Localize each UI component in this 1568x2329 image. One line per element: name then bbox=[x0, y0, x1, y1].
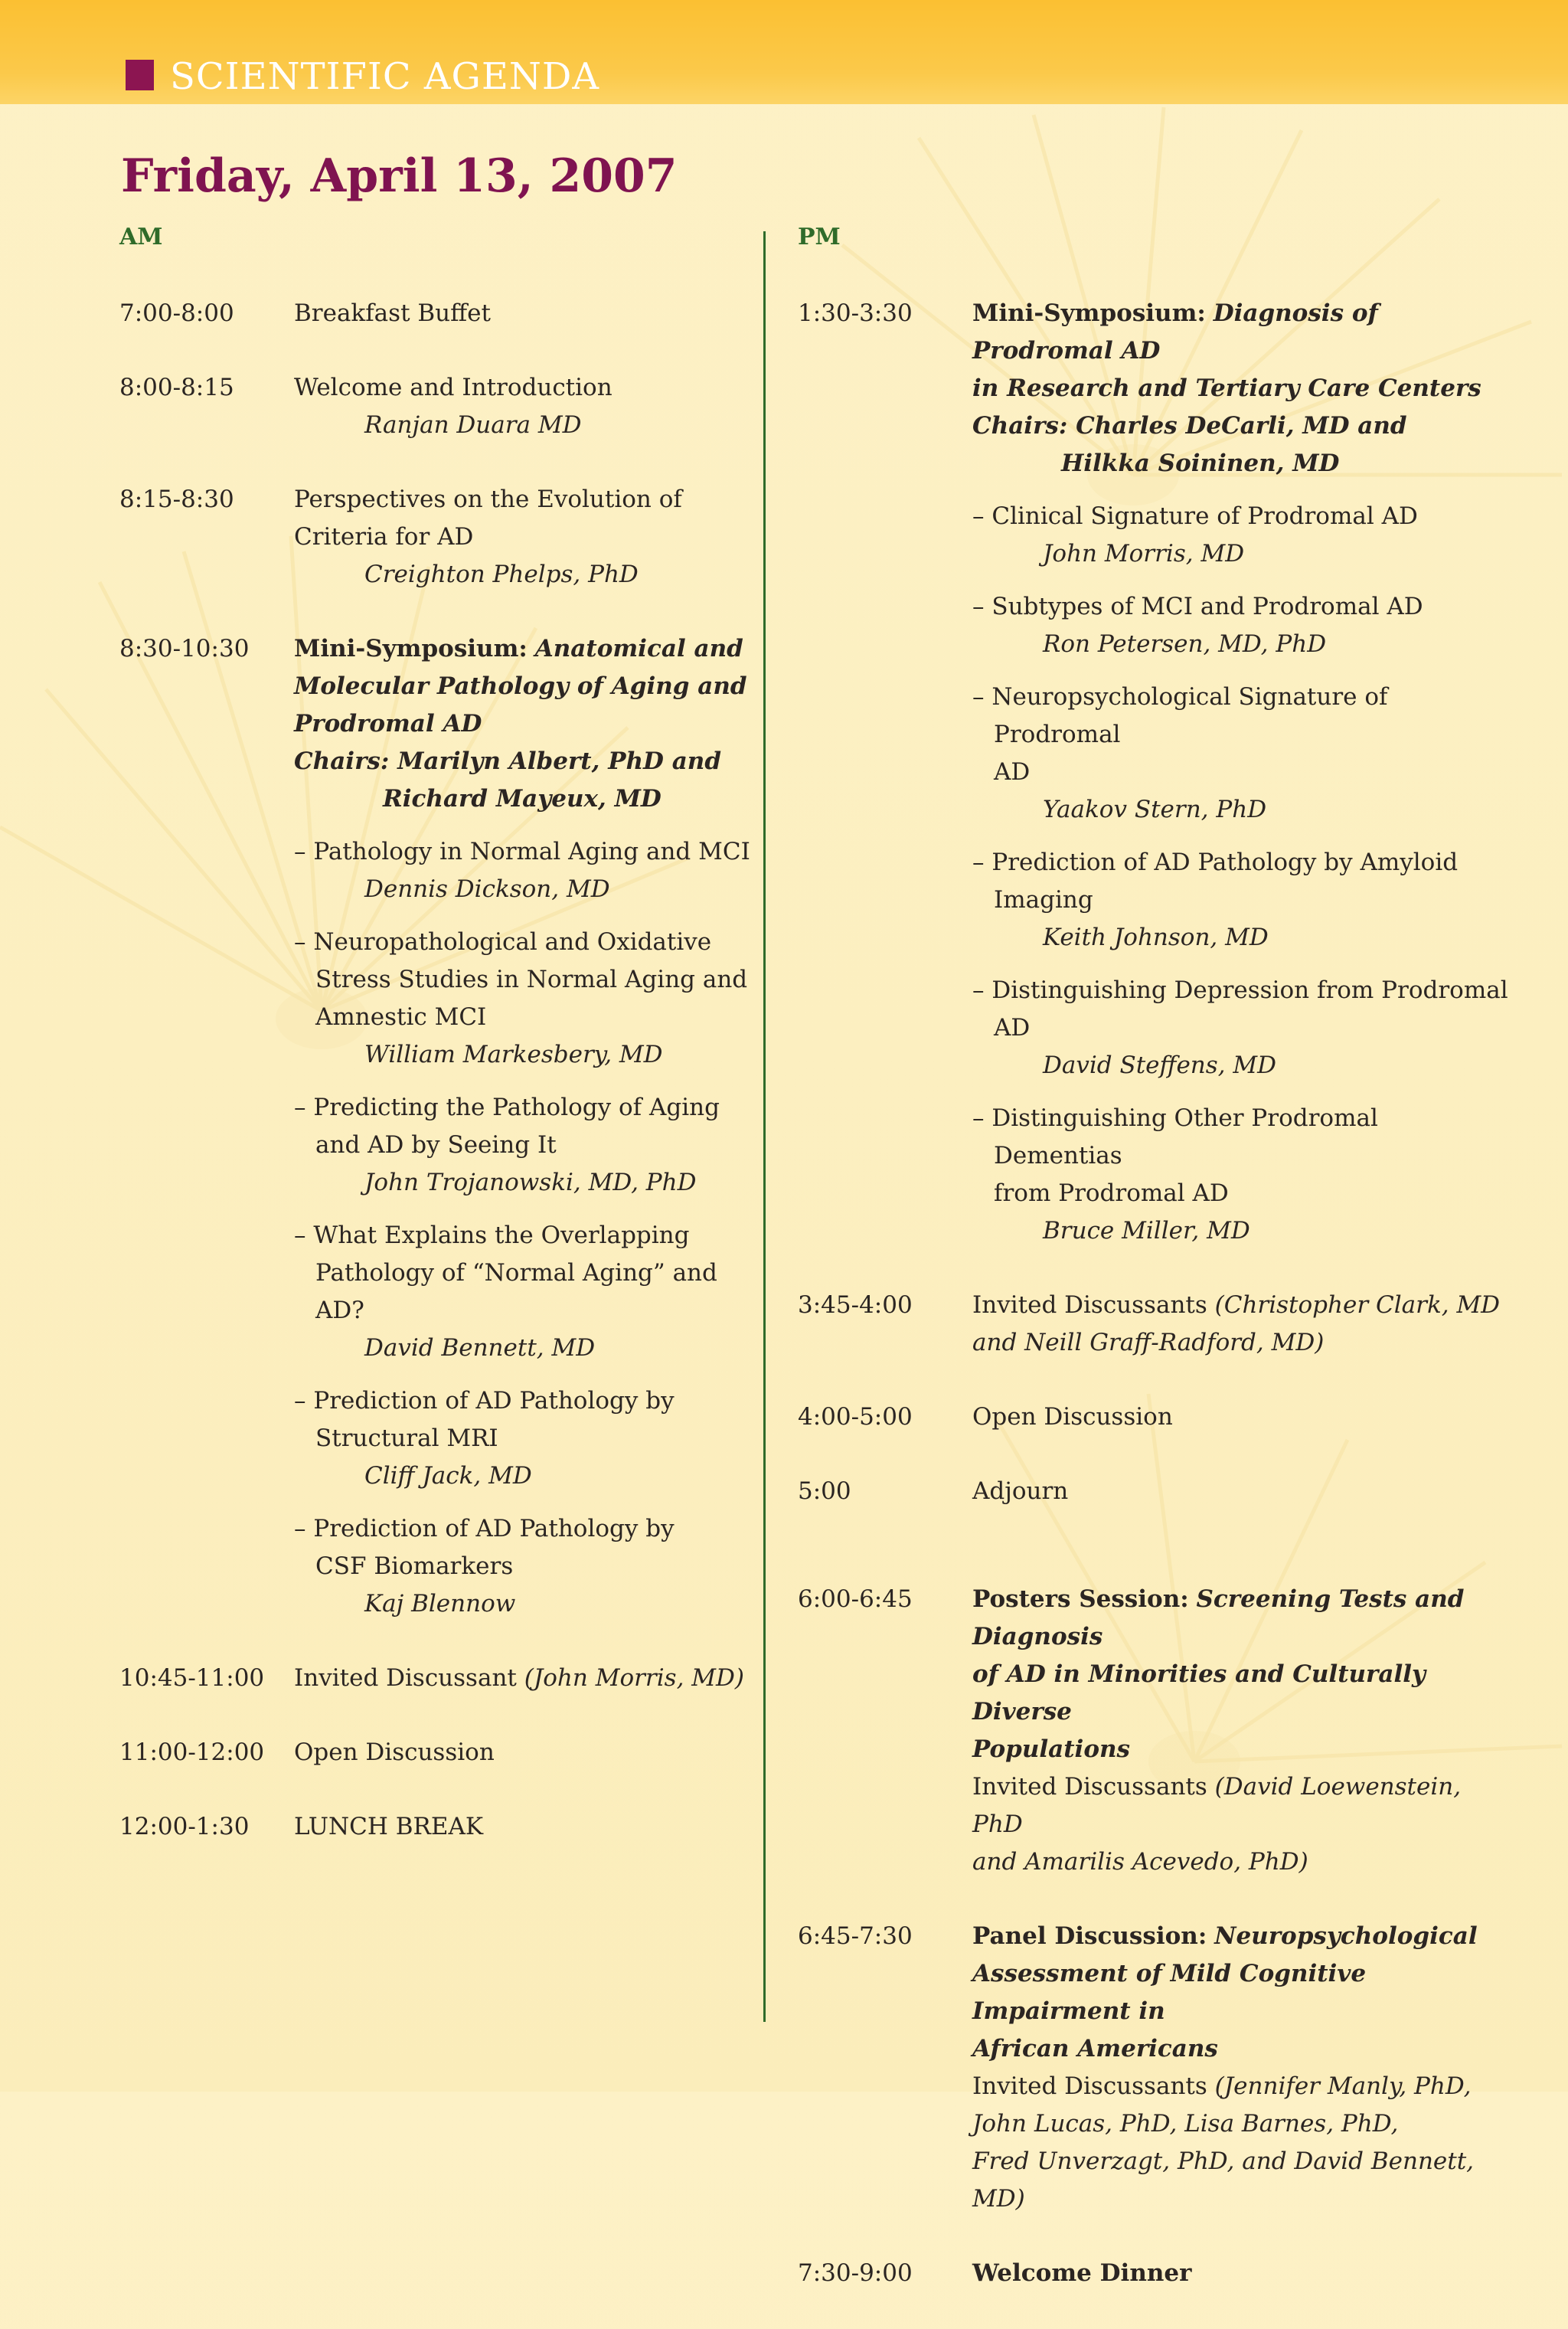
talk-title: – Neuropsychological Signature of Prodromal bbox=[972, 683, 1388, 748]
item-title: Adjourn bbox=[972, 1477, 1069, 1505]
talk-title: Stress Studies in Normal Aging and bbox=[315, 966, 748, 993]
talk-item bbox=[294, 1510, 824, 1623]
session-topic: of AD in Minorities and Culturally Diverse bbox=[972, 1660, 1426, 1725]
session-topic: in Research and Tertiary Care Centers bbox=[972, 375, 1481, 402]
speaker-name: Ranjan Duara MD bbox=[364, 411, 582, 439]
discussants-label: Invited Discussants bbox=[972, 1773, 1207, 1801]
session-topic: Molecular Pathology of Aging and bbox=[294, 672, 747, 700]
time-slot: 7:00-8:00 bbox=[119, 299, 234, 327]
speaker-name: Yaakov Stern, PhD bbox=[1043, 796, 1267, 823]
am-column-heading: AM bbox=[119, 224, 163, 250]
item-title: Welcome Dinner bbox=[972, 2259, 1192, 2287]
session-topic: Screening Tests and Diagnosis bbox=[972, 1585, 1465, 1650]
agenda-item-am-open-discussion bbox=[119, 1734, 824, 1771]
time-slot: 8:30-10:30 bbox=[119, 635, 250, 662]
header-square-bullet bbox=[126, 60, 154, 90]
time-slot: 3:45-4:00 bbox=[798, 1291, 913, 1319]
agenda-item-panel-discussion bbox=[798, 1918, 1510, 2218]
item-title: Welcome and Introduction bbox=[294, 374, 612, 401]
time-slot: 10:45-11:00 bbox=[119, 1664, 265, 1692]
agenda-item-pm-discussants bbox=[798, 1287, 1510, 1362]
session-topic: Assessment of Mild Cognitive Impairment in bbox=[972, 1960, 1367, 2025]
talk-title: Structural MRI bbox=[315, 1425, 498, 1452]
session-type: Mini-Symposium: bbox=[972, 299, 1206, 327]
time-slot: 8:00-8:15 bbox=[119, 374, 234, 401]
agenda-item-am-discussant bbox=[119, 1660, 824, 1697]
talk-item bbox=[972, 1100, 1510, 1250]
talk-title: – Prediction of AD Pathology by Amyloid bbox=[972, 849, 1459, 876]
discussants-label: Invited Discussants bbox=[972, 2072, 1207, 2100]
agenda-date: Friday, April 13, 2007 bbox=[121, 149, 678, 203]
talk-item bbox=[972, 498, 1510, 573]
talk-title: – What Explains the Overlapping bbox=[294, 1222, 690, 1249]
discussant-names: (John Morris, MD) bbox=[524, 1664, 744, 1692]
time-slot: 6:45-7:30 bbox=[798, 1922, 913, 1950]
item-title: Invited Discussants bbox=[972, 1291, 1207, 1319]
talk-title: from Prodromal AD bbox=[994, 1179, 1229, 1207]
speaker-name: Dennis Dickson, MD bbox=[364, 875, 610, 903]
agenda-item-welcome bbox=[119, 369, 824, 444]
item-title: Open Discussion bbox=[972, 1403, 1173, 1431]
agenda-item-welcome-dinner bbox=[798, 2255, 1510, 2292]
time-slot: 1:30-3:30 bbox=[798, 299, 913, 327]
talk-title: – Clinical Signature of Prodromal AD bbox=[972, 502, 1418, 530]
talk-item bbox=[294, 1217, 824, 1367]
item-title: Invited Discussant bbox=[294, 1664, 517, 1692]
talk-title: and AD by Seeing It bbox=[315, 1131, 557, 1159]
speaker-name: Ron Petersen, MD, PhD bbox=[1043, 630, 1327, 658]
discussant-names: and Neill Graff-Radford, MD) bbox=[972, 1329, 1325, 1356]
time-slot: 8:15-8:30 bbox=[119, 486, 234, 513]
session-chairs: Richard Mayeux, MD bbox=[383, 785, 662, 813]
item-title: Open Discussion bbox=[294, 1739, 495, 1766]
discussant-names: (Christopher Clark, MD bbox=[1214, 1291, 1501, 1319]
header-bar bbox=[0, 0, 1568, 104]
discussant-names: (David Loewenstein, PhD bbox=[972, 1773, 1462, 1838]
discussant-names: (Jennifer Manly, PhD, bbox=[1214, 2072, 1472, 2100]
speaker-name: John Morris, MD bbox=[1043, 540, 1245, 568]
time-slot: 4:00-5:00 bbox=[798, 1403, 913, 1431]
agenda-item-breakfast bbox=[119, 295, 824, 332]
talk-title: AD bbox=[994, 758, 1031, 786]
am-column bbox=[119, 295, 824, 1882]
session-topic: Prodromal AD bbox=[294, 710, 482, 738]
talk-item bbox=[972, 972, 1510, 1084]
talk-title: AD? bbox=[315, 1297, 364, 1324]
session-type: Posters Session: bbox=[972, 1585, 1189, 1613]
talk-title: – Neuropathological and Oxidative bbox=[294, 928, 712, 956]
agenda-item-pm-symposium bbox=[798, 295, 1510, 1250]
item-title-line: Perspectives on the Evolution of bbox=[294, 486, 682, 513]
talk-item bbox=[294, 833, 824, 908]
time-slot: 7:30-9:00 bbox=[798, 2259, 913, 2287]
talk-item bbox=[294, 1089, 824, 1202]
agenda-item-adjourn bbox=[798, 1473, 1510, 1510]
speaker-name: William Markesbery, MD bbox=[364, 1041, 663, 1068]
talk-title: – Prediction of AD Pathology by bbox=[294, 1515, 675, 1542]
session-chairs: Chairs: Marilyn Albert, PhD and bbox=[294, 747, 722, 775]
talk-item bbox=[972, 588, 1510, 663]
session-topic: Neuropsychological bbox=[1214, 1922, 1478, 1950]
item-title: LUNCH BREAK bbox=[294, 1813, 484, 1840]
speaker-name: David Bennett, MD bbox=[364, 1334, 596, 1362]
agenda-item-perspectives bbox=[119, 481, 824, 594]
session-type: Panel Discussion: bbox=[972, 1922, 1207, 1950]
session-topic: Diagnosis of Prodromal AD bbox=[972, 299, 1378, 365]
talk-item bbox=[972, 679, 1510, 829]
agenda-item-pm-open-discussion bbox=[798, 1398, 1510, 1436]
session-topic: African Americans bbox=[972, 2035, 1218, 2062]
talk-title: Imaging bbox=[994, 886, 1093, 914]
talk-title: – Pathology in Normal Aging and MCI bbox=[294, 838, 750, 865]
talk-title: – Distinguishing Other Prodromal Dementias bbox=[972, 1104, 1378, 1169]
speaker-name: John Trojanowski, MD, PhD bbox=[364, 1169, 697, 1196]
speaker-name: David Steffens, MD bbox=[1043, 1052, 1276, 1079]
discussant-names: and Amarilis Acevedo, PhD) bbox=[972, 1848, 1308, 1876]
talk-item bbox=[294, 1382, 824, 1495]
talk-title: Amnestic MCI bbox=[315, 1003, 487, 1031]
pm-column bbox=[798, 295, 1510, 2329]
session-chairs: Chairs: Charles DeCarli, MD and bbox=[972, 412, 1407, 440]
talk-title: – Prediction of AD Pathology by bbox=[294, 1387, 675, 1415]
session-type: Mini-Symposium: bbox=[294, 635, 528, 662]
item-title-line: Criteria for AD bbox=[294, 523, 474, 551]
speaker-name: Bruce Miller, MD bbox=[1043, 1217, 1250, 1245]
item-title: Breakfast Buffet bbox=[294, 299, 491, 327]
agenda-item-am-symposium bbox=[119, 630, 824, 1623]
agenda-item-posters-session bbox=[798, 1581, 1510, 1881]
session-chairs: Hilkka Soininen, MD bbox=[1061, 450, 1340, 477]
agenda-item-lunch bbox=[119, 1808, 824, 1846]
talk-title: – Distinguishing Depression from Prodromal bbox=[972, 976, 1508, 1004]
time-slot: 12:00-1:30 bbox=[119, 1813, 250, 1840]
time-slot: 6:00-6:45 bbox=[798, 1585, 913, 1613]
speaker-name: Creighton Phelps, PhD bbox=[364, 561, 639, 588]
talk-title: – Subtypes of MCI and Prodromal AD bbox=[972, 593, 1423, 620]
talk-title: – Predicting the Pathology of Aging bbox=[294, 1094, 720, 1121]
talk-title: Pathology of “Normal Aging” and bbox=[315, 1259, 717, 1287]
talk-item bbox=[972, 844, 1510, 957]
speaker-name: Cliff Jack, MD bbox=[364, 1462, 532, 1490]
speaker-name: Kaj Blennow bbox=[364, 1590, 516, 1618]
session-topic: Anatomical and bbox=[534, 635, 743, 662]
discussant-names: Fred Unverzagt, PhD, and David Bennett, MD) bbox=[972, 2147, 1475, 2213]
discussant-names: John Lucas, PhD, Lisa Barnes, PhD, bbox=[972, 2110, 1399, 2138]
time-slot: 11:00-12:00 bbox=[119, 1739, 265, 1766]
talk-title: AD bbox=[994, 1014, 1031, 1042]
talk-title: CSF Biomarkers bbox=[315, 1552, 514, 1580]
session-topic: Populations bbox=[972, 1735, 1130, 1763]
talk-item bbox=[294, 924, 824, 1074]
pm-column-heading: PM bbox=[798, 224, 841, 250]
section-title: SCIENTIFIC AGENDA bbox=[170, 55, 600, 98]
time-slot: 5:00 bbox=[798, 1477, 851, 1505]
speaker-name: Keith Johnson, MD bbox=[1043, 924, 1269, 951]
